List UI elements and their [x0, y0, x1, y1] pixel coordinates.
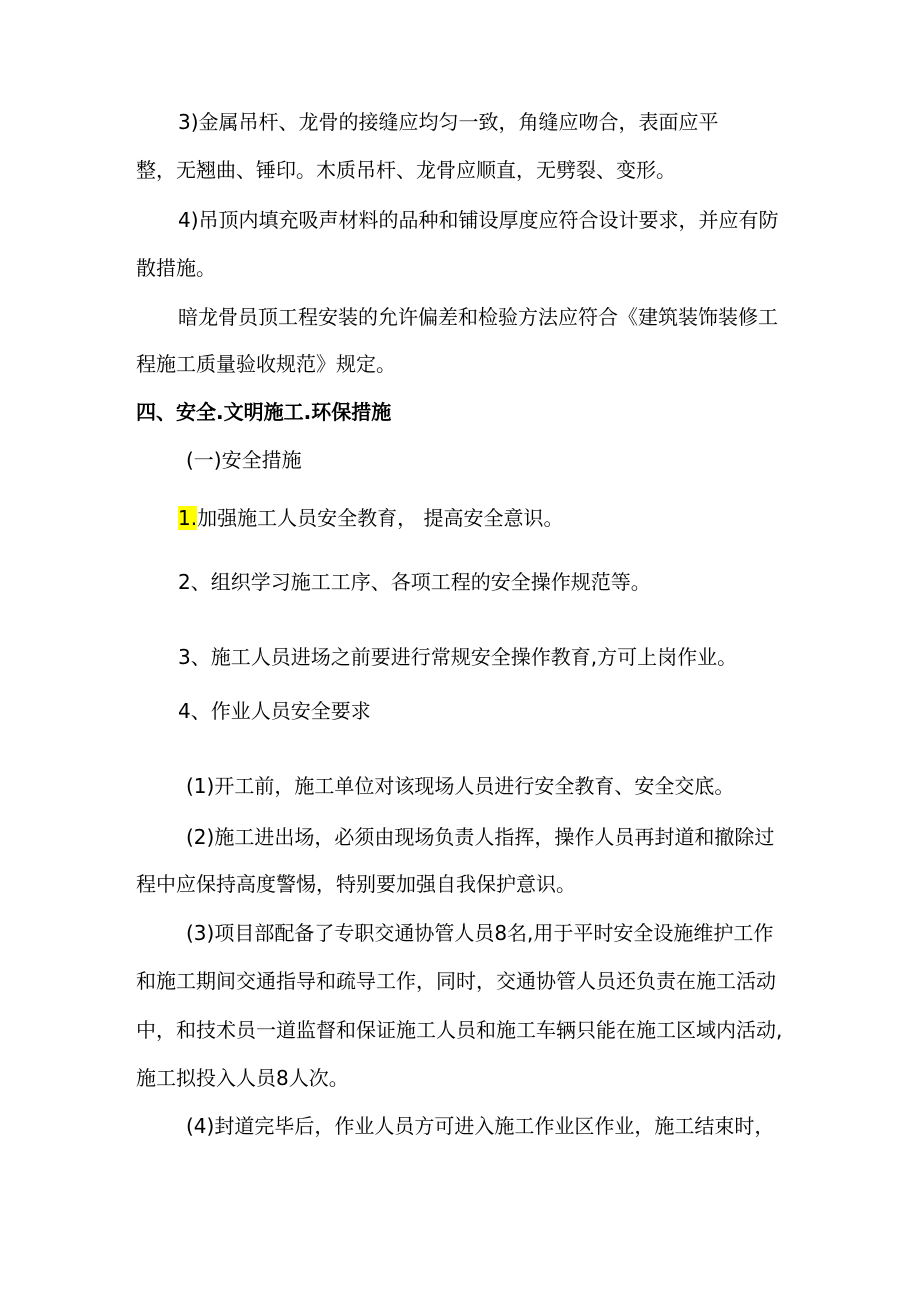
list-item-2: 2、组织学习施工工序、各项工程的安全操作规范等。: [178, 570, 651, 594]
requirement-1: (1)开工前，施工单位对该现场人员进行安全教育、安全交底。: [186, 774, 735, 798]
section-heading: 四、安全.文明施工.环保措施: [136, 400, 392, 424]
paragraph-5-line-2: 程施工质量验收规范》规定。: [136, 352, 396, 376]
requirement-3-line-1: (3)项目部配备了专职交通协管人员8名,用于平时安全设施维护工作: [186, 921, 774, 945]
paragraph-5-line-1: 暗龙骨员顶工程安装的允许偏差和检验方法应符合《建筑装饰装修工: [178, 305, 778, 329]
requirement-3-line-3: 中，和技术员一道监督和保证施工人员和施工车辆只能在施工区域内活动,: [136, 1018, 783, 1042]
requirement-4-line-1: (4)封道完毕后，作业人员方可进入施工作业区作业，施工结束时，: [186, 1114, 775, 1138]
requirement-2-line-1: (2)施工进出场，必须由现场负责人指挥，操作人员再封道和撤除过: [186, 825, 775, 849]
paragraph-4-line-2: 散措施。: [136, 256, 216, 280]
requirement-3-line-4: 施工拟投入人员8人次。: [136, 1066, 349, 1090]
list-item-1-text: 加强施工人员安全教育， 提高安全意识。: [197, 506, 564, 530]
list-item-1: [178, 504, 563, 532]
list-item-1-number: 1.: [178, 506, 198, 530]
requirement-2-line-2: 程中应保持高度警惕，特别要加强自我保护意识。: [136, 872, 576, 896]
paragraph-3-line-2: 整，无翘曲、锤印。木质吊杆、龙骨应顺直，无劈裂、变形。: [136, 158, 676, 182]
paragraph-3-line-1: 3)金属吊杆、龙骨的接缝应均匀一致，角缝应吻合，表面应平: [178, 110, 719, 134]
list-item-4: 4、作业人员安全要求: [178, 699, 371, 723]
requirement-3-line-2: 和施工期间交通指导和疏导工作，同时，交通协管人员还负责在施工活动: [136, 969, 776, 993]
paragraph-4-line-1: 4)吊顶内填充吸声材料的品种和铺设厚度应符合设计要求，并应有防: [178, 208, 779, 232]
list-item-3: 3、施工人员进场之前要进行常规安全操作教育,方可上岗作业。: [178, 645, 738, 669]
subsection-heading: (一)安全措施: [186, 448, 302, 472]
